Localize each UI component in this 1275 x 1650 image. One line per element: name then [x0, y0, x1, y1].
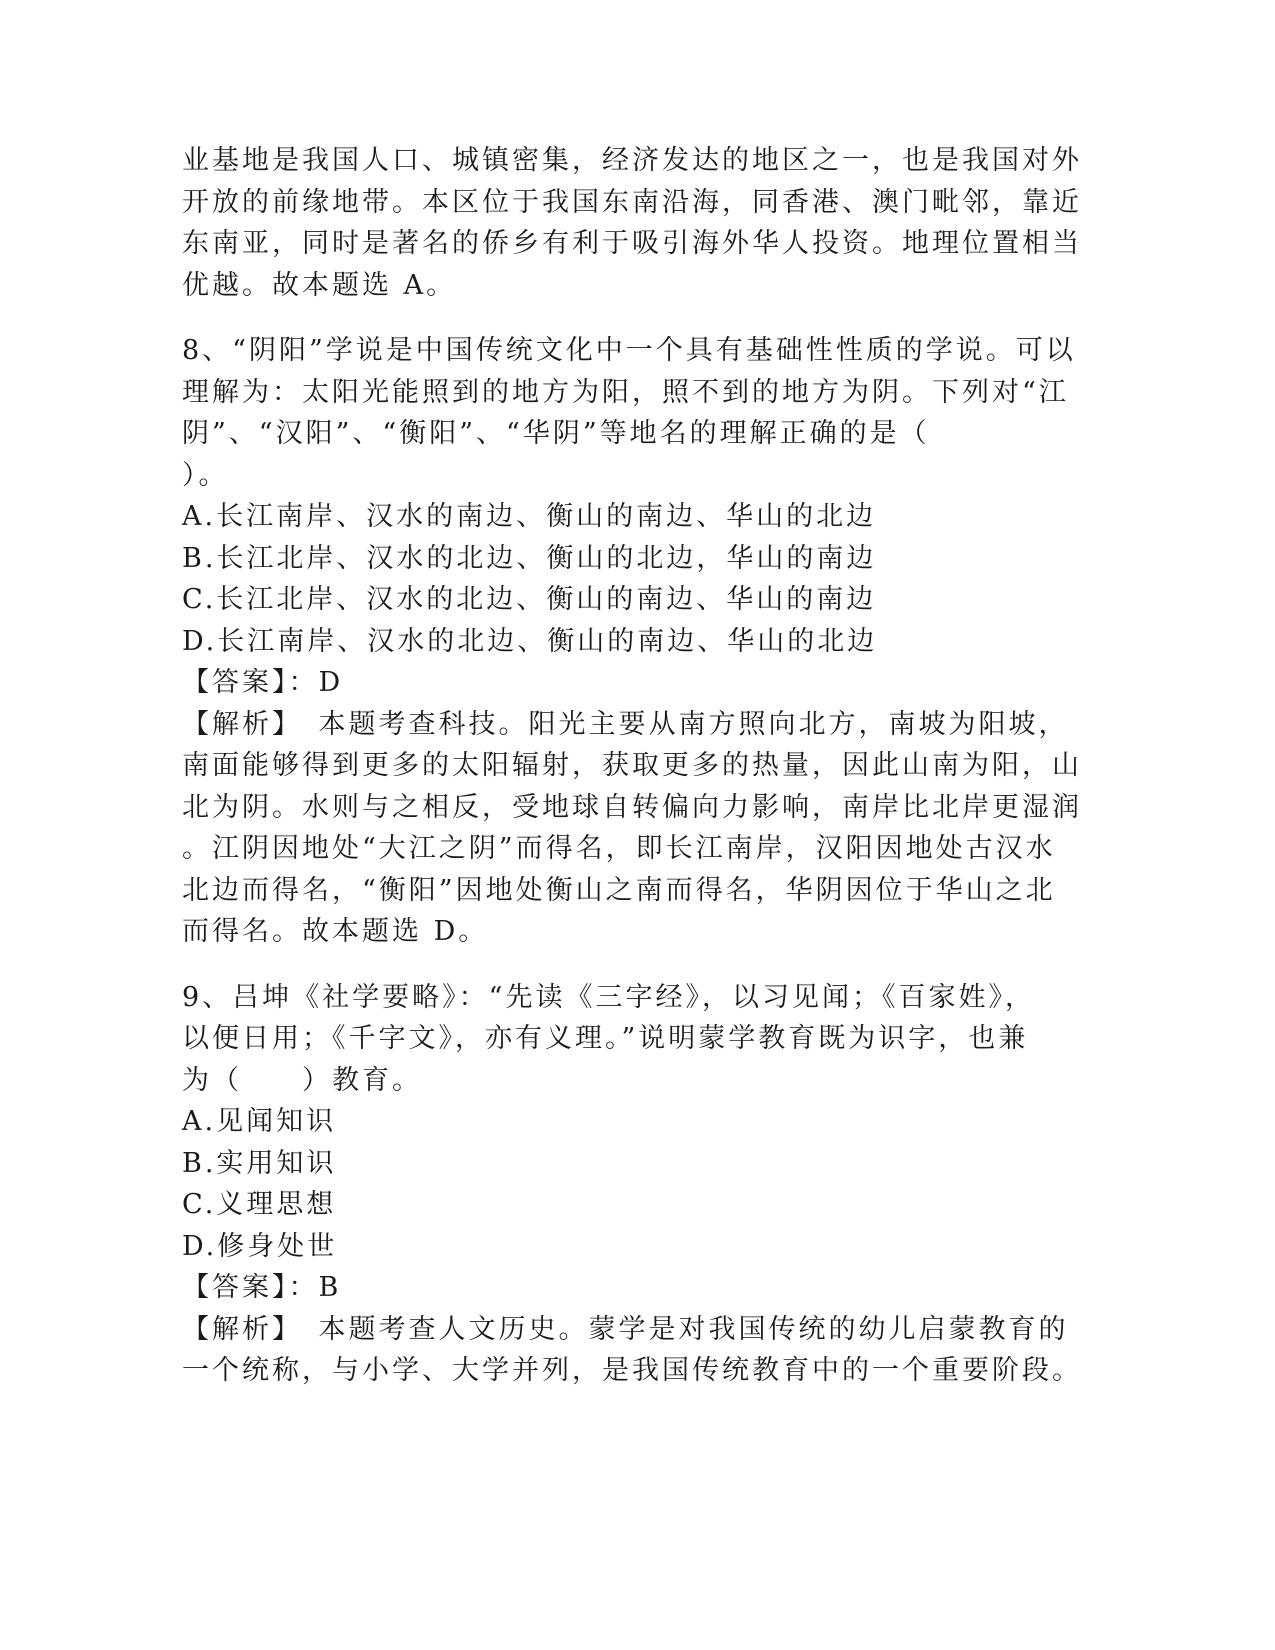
question-text-line: 理解为：太阳光能照到的地方为阳，照不到的地方为阴。下列对“江	[182, 376, 1069, 408]
analysis-line: 一个统称，与小学、大学并列，是我国传统教育中的一个重要阶段。	[182, 1355, 1082, 1386]
answer-line: 【答案】：D	[182, 667, 344, 698]
question-text-line: 以便日用；《千字文》，亦有义理。”说明蒙学教育既为识字，也兼	[182, 1023, 1029, 1054]
analysis-line: 而得名。故本题选 D。	[182, 916, 489, 947]
option-b: B.长江北岸、汉水的北边、衡山的北边，华山的南边	[182, 542, 877, 574]
analysis-line: 北边而得名，“衡阳”因地处衡山之南而得名，华阴因位于华山之北	[182, 874, 1056, 906]
option-c: C.长江北岸、汉水的北边、衡山的南边、华山的南边	[182, 584, 877, 615]
analysis-line: 【解析】 本题考查人文历史。蒙学是对我国传统的幼儿启蒙教育的	[182, 1313, 1069, 1345]
paragraph-line: 开放的前缘地带。本区位于我国东南沿海，同香港、澳门毗邻，靠近	[182, 186, 1082, 218]
question-text-line: 8、“阴阳”学说是中国传统文化中一个具有基础性性质的学说。可以	[182, 335, 1076, 366]
option-a: A.见闻知识	[182, 1106, 337, 1137]
question-text-line: 为（ ）教育。	[182, 1064, 422, 1096]
document-page	[182, 140, 1082, 1392]
option-c: C.义理思想	[182, 1189, 337, 1220]
option-b: B.实用知识	[182, 1147, 337, 1179]
question-text-line: 9、吕坤《社学要略》：“先读《三字经》，以习见闻；《百家姓》，	[182, 981, 1035, 1013]
paragraph-line: 东南亚，同时是著名的侨乡有利于吸引海外华人投资。地理位置相当	[182, 228, 1082, 259]
analysis-line: 北为阴。水则与之相反，受地球自转偏向力影响，南岸比北岸更湿润	[182, 791, 1082, 823]
paragraph-line: 优越。故本题选 A。	[182, 269, 457, 301]
option-a: A.长江南岸、汉水的南边、衡山的南边、华山的北边	[182, 501, 877, 532]
analysis-line: 【解析】 本题考查科技。阳光主要从南方照向北方，南坡为阳坡，	[182, 708, 1069, 740]
q7-analysis-continuation	[182, 140, 1082, 306]
paragraph-line: 业基地是我国人口、城镇密集，经济发达的地区之一，也是我国对外	[182, 145, 1082, 176]
answer-line: 【答案】：B	[182, 1272, 342, 1303]
question-9	[182, 977, 1082, 1392]
question-text-line: 阴”、“汉阳”、“衡阳”、“华阴”等地名的理解正确的是（	[182, 418, 930, 449]
analysis-line: 。江阴因地处“大江之阴”而得名，即长江南岸，汉阳因地处古汉水	[182, 833, 1056, 864]
option-d: D.修身处世	[182, 1230, 338, 1262]
question-8	[182, 330, 1082, 953]
analysis-line: 南面能够得到更多的太阳辐射，获取更多的热量，因此山南为阳，山	[182, 750, 1082, 781]
option-d: D.长江南岸、汉水的北边、衡山的南边、华山的北边	[182, 625, 878, 657]
question-text-line: ）。	[182, 459, 229, 491]
